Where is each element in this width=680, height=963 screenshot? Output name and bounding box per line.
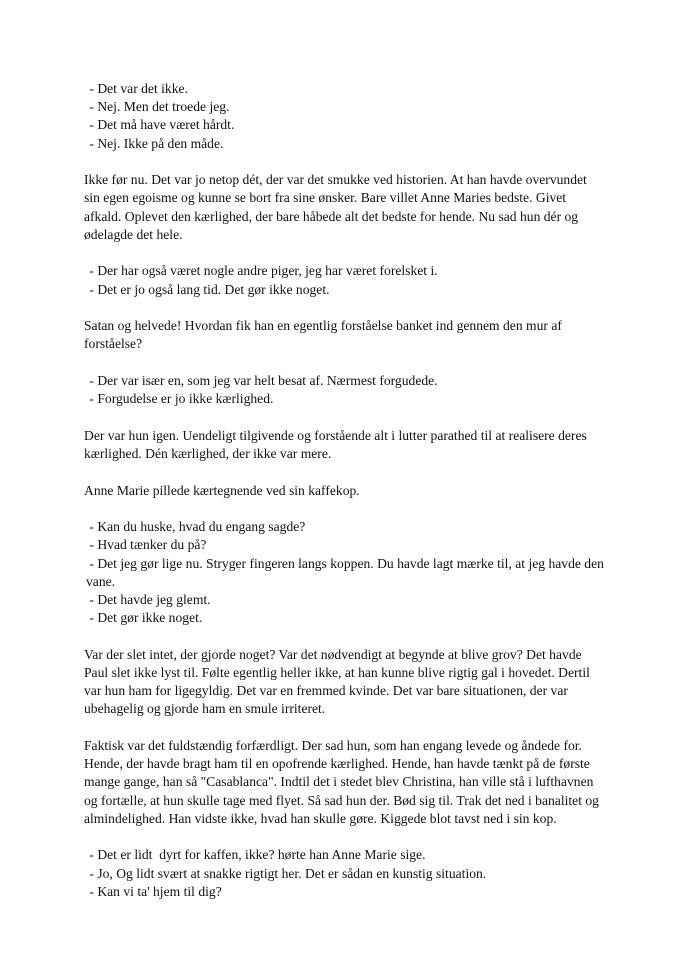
dialogue-line: - Det må have været hårdt.: [86, 117, 235, 133]
prose-paragraph: Ikke før nu. Det var jo netop dét, der var det smukke ved historien. At han havde overvundet sin egen egoisme og kunne se bort fra sine ønsker. Bare villet Anne Maries bedste. Givet afkald. Oplevet den kærlighed, der bare håbede alt det bedste for hende. Nu sad hun dér og ødelagde det hele.: [84, 172, 587, 242]
dialogue-line: - Forgudelse er jo ikke kærlighed.: [86, 391, 274, 407]
dialogue-block: [84, 846, 604, 901]
dialogue-line: - Kan vi ta' hjem til dig?: [86, 883, 222, 899]
dialogue-line: - Det jeg gør lige nu. Stryger fingeren langs koppen. Du havde lagt mærke til, at jeg havde den vane.: [86, 555, 608, 589]
dialogue-line: - Det havde jeg glemt.: [86, 592, 211, 607]
prose-paragraph: Der var hun igen. Uendeligt tilgivende og forstående alt i lutter parathed til at realisere deres kærlighed. Dén kærlighed, der ikke var mere.: [84, 427, 587, 461]
dialogue-block: [84, 372, 604, 408]
dialogue-block: [84, 262, 604, 298]
dialogue-line: - Det er lidt dyrt for kaffen, ikke? hørte han Anne Marie sige.: [86, 847, 426, 863]
dialogue-line: - Det er jo også lang tid. Det gør ikke noget.: [86, 281, 330, 297]
dialogue-block: [84, 80, 604, 153]
prose-paragraph: Var der slet intet, der gjorde noget? Var det nødvendigt at begynde at blive grov? Det havde Paul slet ikke lyst til. Følte egentlig heller ikke, at han kunne blive rigtig gal i hovedet. Dertil var hun ham for ligegyldig. Det var en fremmed kvinde. Det var bare situationen, der var ubehagelig og gjorde ham en smule irriteret.: [84, 646, 590, 717]
prose-paragraph: Faktisk var det fuldstændig forfærdligt. Der sad hun, som han engang levede og åndede for. Hende, der havde bragt ham til en opofrende kærlighed. Hende, han havde tænkt på de første mange gange, han så "Casablanca". Indtil det i stedet blev Christina, han ville stå i lufthavnen og fortælle, at hun skulle tage med flyet. Så sad hun der. Bød sig til. Trak det ned i banalitet og almindelighed. Han vidste ikke, hvad han skulle gøre. Kiggede blot tavst ned i sin kop.: [84, 738, 599, 826]
dialogue-line: - Kan du huske, hvad du engang sagde?: [86, 519, 306, 535]
dialogue-line: - Nej. Men det troede jeg.: [86, 99, 230, 115]
prose-paragraph: Anne Marie pillede kærtegnende ved sin kaffekop.: [84, 482, 360, 498]
dialogue-line: - Hvad tænker du på?: [86, 537, 207, 553]
dialogue-line: - Jo, Og lidt svært at snakke rigtigt her. Det er sådan en kunstig situation.: [86, 865, 487, 881]
dialogue-line: - Der var især en, som jeg var helt besat af. Nærmest forgudede.: [86, 373, 438, 388]
dialogue-line: - Nej. Ikke på den måde.: [86, 135, 224, 151]
document-page: [84, 80, 608, 919]
prose-paragraph: Satan og helvede! Hvordan fik han en egentlig forståelse banket ind gennem den mur af forståelse?: [84, 318, 562, 352]
dialogue-line: - Det var det ikke.: [86, 81, 188, 96]
dialogue-block: [84, 518, 608, 627]
dialogue-line: - Det gør ikke noget.: [86, 610, 203, 626]
dialogue-line: - Der har også været nogle andre piger, jeg har været forelsket i.: [86, 263, 438, 279]
